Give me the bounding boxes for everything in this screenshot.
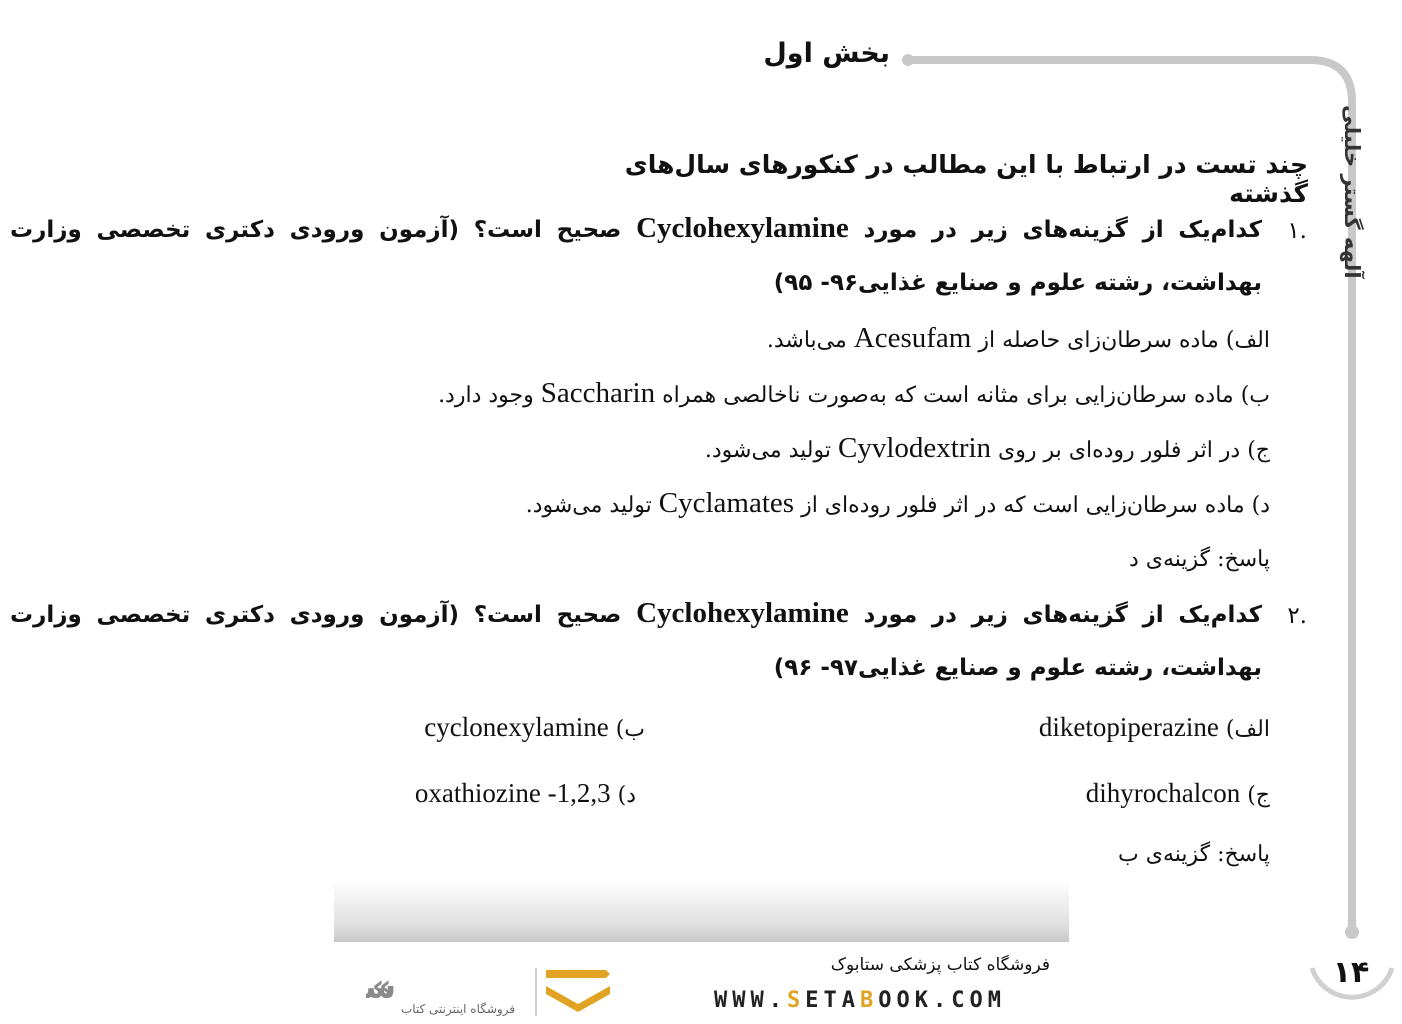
- url-part: ETA: [805, 988, 860, 1013]
- question-2-text-pre: کدام‌یک از گزینه‌های زیر در مورد: [863, 602, 1262, 628]
- url-part: S: [786, 988, 806, 1013]
- question-2-term: Cyclohexylamine: [636, 597, 849, 629]
- question-2-line-2: بهداشت، رشته علوم و صنایع غذایی۹۷- ۹۶): [773, 655, 1262, 681]
- question-1-option-d: [526, 487, 1270, 520]
- question-1-line-1: [10, 212, 1262, 245]
- question-2-option-d: [415, 778, 636, 809]
- option-label: ج): [1247, 783, 1270, 808]
- option-term: Acesufam: [853, 322, 972, 354]
- url-part: WWW.: [714, 988, 787, 1013]
- svg-text:ستابوک: س: [366, 968, 396, 1006]
- scan-shadow: [334, 880, 1069, 942]
- option-term: cyclonexylamine: [424, 712, 609, 742]
- option-text: تولید می‌شود.: [525, 493, 652, 518]
- question-2-number: ۲.: [1287, 603, 1307, 629]
- option-label: الف): [1225, 717, 1270, 742]
- question-2-answer: پاسخ: گزینه‌ی ب: [1118, 842, 1270, 867]
- svg-text:«: «: [372, 969, 392, 1004]
- option-term: 1,2,3- oxathiozine: [414, 778, 611, 808]
- option-label: ب): [615, 717, 645, 742]
- question-1-option-a: [767, 322, 1270, 355]
- option-text: وجود دارد.: [438, 383, 534, 408]
- url-part: OOK.COM: [878, 988, 1006, 1013]
- page-number: ۱۴: [1332, 955, 1370, 990]
- question-1-line-2: بهداشت، رشته علوم و صنایع غذایی۹۶- ۹۵): [773, 270, 1262, 296]
- side-author-name: آلهه گستر خلیلی: [1340, 105, 1364, 279]
- question-1-option-b: [438, 377, 1270, 410]
- question-2-option-b: [424, 712, 645, 743]
- question-2-option-c: [1086, 778, 1270, 809]
- question-1-term: Cyclohexylamine: [636, 212, 849, 244]
- question-1-text-post: صحیح است؟ (آزمون ورودی دکتری تخصصی وزارت: [10, 217, 622, 243]
- section-subtitle: چند تست در ارتباط با این مطالب در کنکورهای سال‌های گذشته: [624, 150, 1308, 208]
- question-1-text-pre: کدام‌یک از گزینه‌های زیر در مورد: [863, 217, 1262, 243]
- setabook-logo: [366, 960, 616, 1020]
- option-text: د) ماده سرطان‌زایی است که در اثر فلور روده‌ای از: [801, 493, 1270, 518]
- section-title: بخش اول: [763, 38, 890, 69]
- option-term: Cyclamates: [658, 487, 795, 519]
- option-text: ب) ماده سرطان‌زایی برای مثانه است که به‌صورت ناخالصی همراه: [662, 383, 1270, 408]
- question-1-number: ۱.: [1287, 218, 1307, 244]
- option-text: تولید می‌شود.: [704, 438, 831, 463]
- option-term: dihyrochalcon: [1085, 778, 1241, 808]
- option-text: الف) ماده سرطان‌زای حاصله از: [978, 328, 1270, 353]
- question-2-text-post: صحیح است؟ (آزمون ورودی دکتری تخصصی وزارت: [10, 602, 622, 628]
- option-label: د): [617, 783, 636, 808]
- option-text: می‌باشد.: [766, 328, 847, 353]
- footer-shop-name: فروشگاه کتاب پزشکی ستابوک: [830, 955, 1050, 975]
- question-2-option-a: [1039, 712, 1270, 743]
- option-term: Cyvlodextrin: [837, 432, 992, 464]
- logo-tagline: فروشگاه اینترنتی کتاب: [400, 1002, 516, 1016]
- question-1-option-c: [705, 432, 1270, 465]
- option-term: Saccharin: [540, 377, 656, 409]
- option-text: ج) در اثر فلور روده‌ای بر روی: [998, 438, 1270, 463]
- footer-url: [714, 988, 1006, 1013]
- question-2-line-1: [10, 597, 1262, 630]
- url-part: B: [859, 988, 879, 1013]
- question-1-answer: پاسخ: گزینه‌ی د: [1128, 547, 1270, 572]
- option-term: diketopiperazine: [1038, 712, 1219, 742]
